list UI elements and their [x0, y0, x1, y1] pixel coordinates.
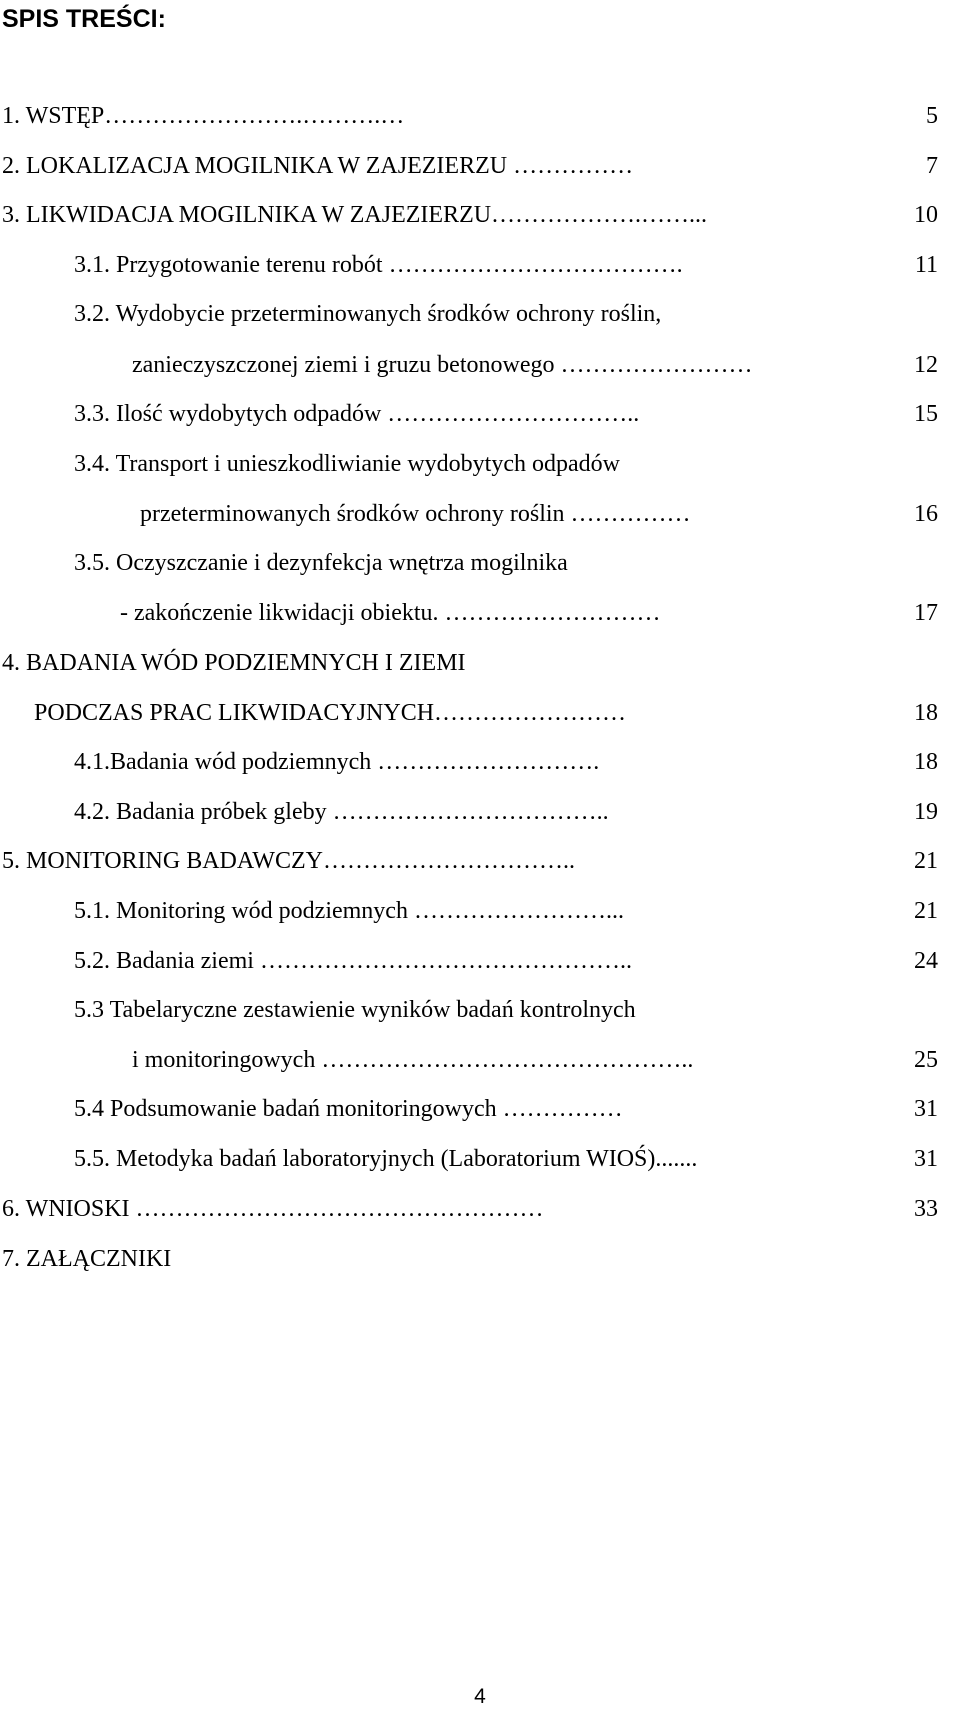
toc-entry-page: 16 — [914, 501, 938, 527]
toc-entry-page: 12 — [914, 352, 938, 378]
toc-entry-page: 25 — [914, 1047, 938, 1073]
toc-entry-text: 3. LIKWIDACJA MOGILNIKA W ZAJEZIERZU……………….……... — [2, 202, 708, 228]
toc-entry-page: 21 — [914, 898, 938, 924]
toc-entry-text: 6. WNIOSKI …………………………………………… — [2, 1196, 544, 1222]
toc-entry-page: 21 — [914, 848, 938, 874]
toc-entry-text: 2. LOKALIZACJA MOGILNIKA W ZAJEZIERZU …………… — [2, 153, 634, 179]
toc-heading: SPIS TREŚCI: — [2, 5, 166, 33]
toc-entry-text: 3.2. Wydobycie przeterminowanych środków ochrony roślin, — [74, 301, 662, 327]
toc-entry-text: 1. WSTĘP…………………….……….… — [2, 103, 405, 129]
toc-entry-text: 5.1. Monitoring wód podziemnych ……………………... — [74, 898, 624, 924]
toc-entry-page: 18 — [914, 700, 938, 726]
toc-entry-page: 7 — [926, 153, 938, 179]
toc-entry-page: 33 — [914, 1196, 938, 1222]
toc-entry-text: 5.4 Podsumowanie badań monitoringowych …………… — [74, 1096, 623, 1122]
toc-entry-page: 24 — [914, 948, 938, 974]
toc-entry-page: 19 — [914, 799, 938, 825]
toc-entry-page: 18 — [914, 749, 938, 775]
toc-entry-text: 3.5. Oczyszczanie i dezynfekcja wnętrza mogilnika — [74, 550, 568, 576]
toc-entry-text: i monitoringowych ……………………………………….. — [132, 1047, 694, 1073]
toc-entry-text: 4. BADANIA WÓD PODZIEMNYCH I ZIEMI — [2, 650, 466, 676]
toc-entry-text: 5.2. Badania ziemi ……………………………………….. — [74, 948, 632, 974]
toc-entry-text: 7. ZAŁĄCZNIKI — [2, 1246, 172, 1272]
toc-entry-page: 5 — [926, 103, 938, 129]
toc-entry-text: 4.2. Badania próbek gleby …………………………….. — [74, 799, 609, 825]
toc-entry-page: 11 — [914, 252, 938, 278]
toc-entry-text: 5. MONITORING BADAWCZY………………………….. — [2, 848, 575, 874]
toc-entry-text: 3.1. Przygotowanie terenu robót ………………………………. — [74, 252, 683, 278]
toc-entry-page: 15 — [914, 401, 938, 427]
toc-entry-text: 5.5. Metodyka badań laboratoryjnych (Laboratorium WIOŚ)....... — [74, 1146, 698, 1172]
toc-entry-text: 3.4. Transport i unieszkodliwianie wydobytych odpadów — [74, 451, 620, 477]
toc-entry-text: - zakończenie likwidacji obiektu. ……………………… — [120, 600, 661, 626]
toc-entry-page: 17 — [914, 600, 938, 626]
toc-entry-text: przeterminowanych środków ochrony roślin …………… — [140, 501, 691, 527]
toc-entry-text: 4.1.Badania wód podziemnych ………………………. — [74, 749, 600, 775]
toc-entry-page: 10 — [914, 202, 938, 228]
toc-entry-text: 5.3 Tabelaryczne zestawienie wyników badań kontrolnych — [74, 997, 636, 1023]
toc-entry-page: 31 — [914, 1096, 938, 1122]
toc-entry-text: 3.3. Ilość wydobytych odpadów ………………………….. — [74, 401, 640, 427]
toc-entry-text: PODCZAS PRAC LIKWIDACYJNYCH…………………… — [34, 700, 627, 726]
toc-entry-page: 31 — [914, 1146, 938, 1172]
toc-entry-text: zanieczyszczonej ziemi i gruzu betonowego …………………… — [132, 352, 753, 378]
page-number: 4 — [474, 1685, 486, 1708]
